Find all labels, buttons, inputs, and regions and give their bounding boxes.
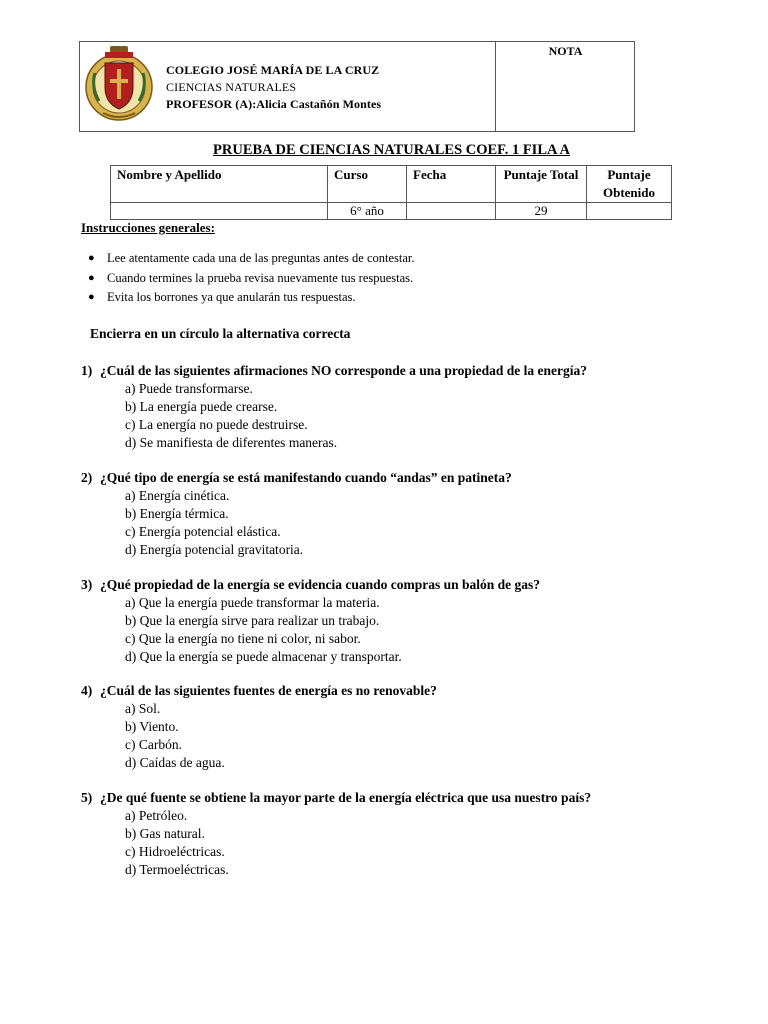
instruction-text: Lee atentamente cada una de las preguntas antes de contestar. xyxy=(107,251,415,265)
answer-option[interactable]: c) Que la energía no tiene ni color, ni sabor. xyxy=(125,631,361,646)
answer-option[interactable]: c) Carbón. xyxy=(125,737,182,752)
list-item xyxy=(88,269,415,289)
answer-option[interactable]: a) Energía cinética. xyxy=(125,488,230,503)
list-item xyxy=(88,249,415,269)
question-text: ¿Qué tipo de energía se está manifestando cuando “andas” en patineta? xyxy=(100,470,512,485)
question-1 xyxy=(81,362,587,452)
exam-title: PRUEBA DE CIENCIAS NATURALES COEF. 1 FILA A xyxy=(213,142,570,158)
question-3 xyxy=(81,576,540,666)
question-header xyxy=(81,362,587,380)
subject-name: CIENCIAS NATURALES xyxy=(166,80,297,94)
question-number: 3) xyxy=(81,577,93,592)
answer-option[interactable]: b) La energía puede crearse. xyxy=(125,399,278,414)
instruction-text: Cuando termines la prueba revisa nuevamente tus respuestas. xyxy=(107,270,414,285)
answer-option[interactable]: d) Se manifiesta de diferentes maneras. xyxy=(125,435,338,450)
instructions-list xyxy=(88,249,415,308)
question-header xyxy=(81,682,437,700)
header-box xyxy=(79,41,635,132)
teacher-name: Alicia Castañón Montes xyxy=(256,97,382,111)
answer-option[interactable]: d) Caídas de agua. xyxy=(125,755,225,770)
school-crest-icon xyxy=(83,43,155,127)
total-score-value: 29 xyxy=(496,203,587,220)
question-5 xyxy=(81,789,591,879)
answer-option[interactable]: a) Que la energía puede transformar la materia. xyxy=(125,595,380,610)
school-name: COLEGIO JOSÉ MARÍA DE LA CRUZ xyxy=(166,63,380,77)
answer-option[interactable]: a) Petróleo. xyxy=(125,808,188,823)
teacher-prefix: PROFESOR (A): xyxy=(166,97,257,111)
name-header: Nombre y Apellido xyxy=(111,166,328,203)
bullet-icon: ● xyxy=(88,271,95,284)
question-number: 2) xyxy=(81,470,93,485)
answer-option[interactable]: b) Que la energía sirve para realizar un trabajo. xyxy=(125,613,380,628)
obtained-score-header: Puntaje Obtenido xyxy=(587,166,672,203)
obtained-score-field[interactable] xyxy=(587,203,672,220)
info-header-row xyxy=(111,166,672,203)
answer-option[interactable]: d) Termoeléctricas. xyxy=(125,862,229,877)
answer-option[interactable]: b) Energía térmica. xyxy=(125,506,229,521)
answer-option[interactable]: c) La energía no puede destruirse. xyxy=(125,417,308,432)
teacher-line xyxy=(166,96,381,113)
grade-label: NOTA xyxy=(548,44,583,58)
answer-option[interactable]: b) Gas natural. xyxy=(125,826,205,841)
date-field[interactable] xyxy=(407,203,496,220)
instructions-title: Instrucciones generales: xyxy=(81,220,215,235)
answer-option[interactable]: c) Hidroeléctricas. xyxy=(125,844,225,859)
question-header xyxy=(81,576,540,594)
bullet-icon: ● xyxy=(88,252,95,264)
question-2 xyxy=(81,469,512,559)
answer-option[interactable]: b) Viento. xyxy=(125,719,179,734)
course-value: 6° año xyxy=(328,203,407,220)
answer-option[interactable]: a) Puede transformarse. xyxy=(125,381,253,396)
question-text: ¿Cuál de las siguientes afirmaciones NO corresponde a una propiedad de la energía? xyxy=(100,363,588,378)
answer-option[interactable]: d) Energía potencial gravitatoria. xyxy=(125,542,304,557)
question-header xyxy=(81,789,591,807)
answer-option[interactable]: a) Sol. xyxy=(125,701,161,716)
question-number: 1) xyxy=(81,363,93,378)
question-text: ¿De qué fuente se obtiene la mayor parte de la energía eléctrica que usa nuestro país? xyxy=(100,790,592,805)
total-score-header: Puntaje Total xyxy=(496,166,587,203)
answer-option[interactable]: d) Que la energía se puede almacenar y transportar. xyxy=(125,649,402,664)
question-text: ¿Cuál de las siguientes fuentes de energía es no renovable? xyxy=(100,683,437,698)
instruction-text: Evita los borrones ya que anularán tus respuestas. xyxy=(107,290,356,304)
school-info xyxy=(166,62,381,113)
name-field[interactable] xyxy=(111,203,328,220)
answer-option[interactable]: c) Energía potencial elástica. xyxy=(125,524,281,539)
bullet-icon: ● xyxy=(88,291,95,303)
list-item xyxy=(88,288,415,308)
course-header: Curso xyxy=(328,166,407,203)
info-value-row xyxy=(111,203,672,220)
question-4 xyxy=(81,682,437,772)
question-text: ¿Qué propiedad de la energía se evidencia cuando compras un balón de gas? xyxy=(100,577,541,592)
question-number: 5) xyxy=(81,790,93,805)
question-header xyxy=(81,469,512,487)
question-number: 4) xyxy=(81,683,93,698)
student-info-table xyxy=(110,165,672,220)
section-instruction: Encierra en un círculo la alternativa correcta xyxy=(90,326,351,341)
date-header: Fecha xyxy=(407,166,496,203)
